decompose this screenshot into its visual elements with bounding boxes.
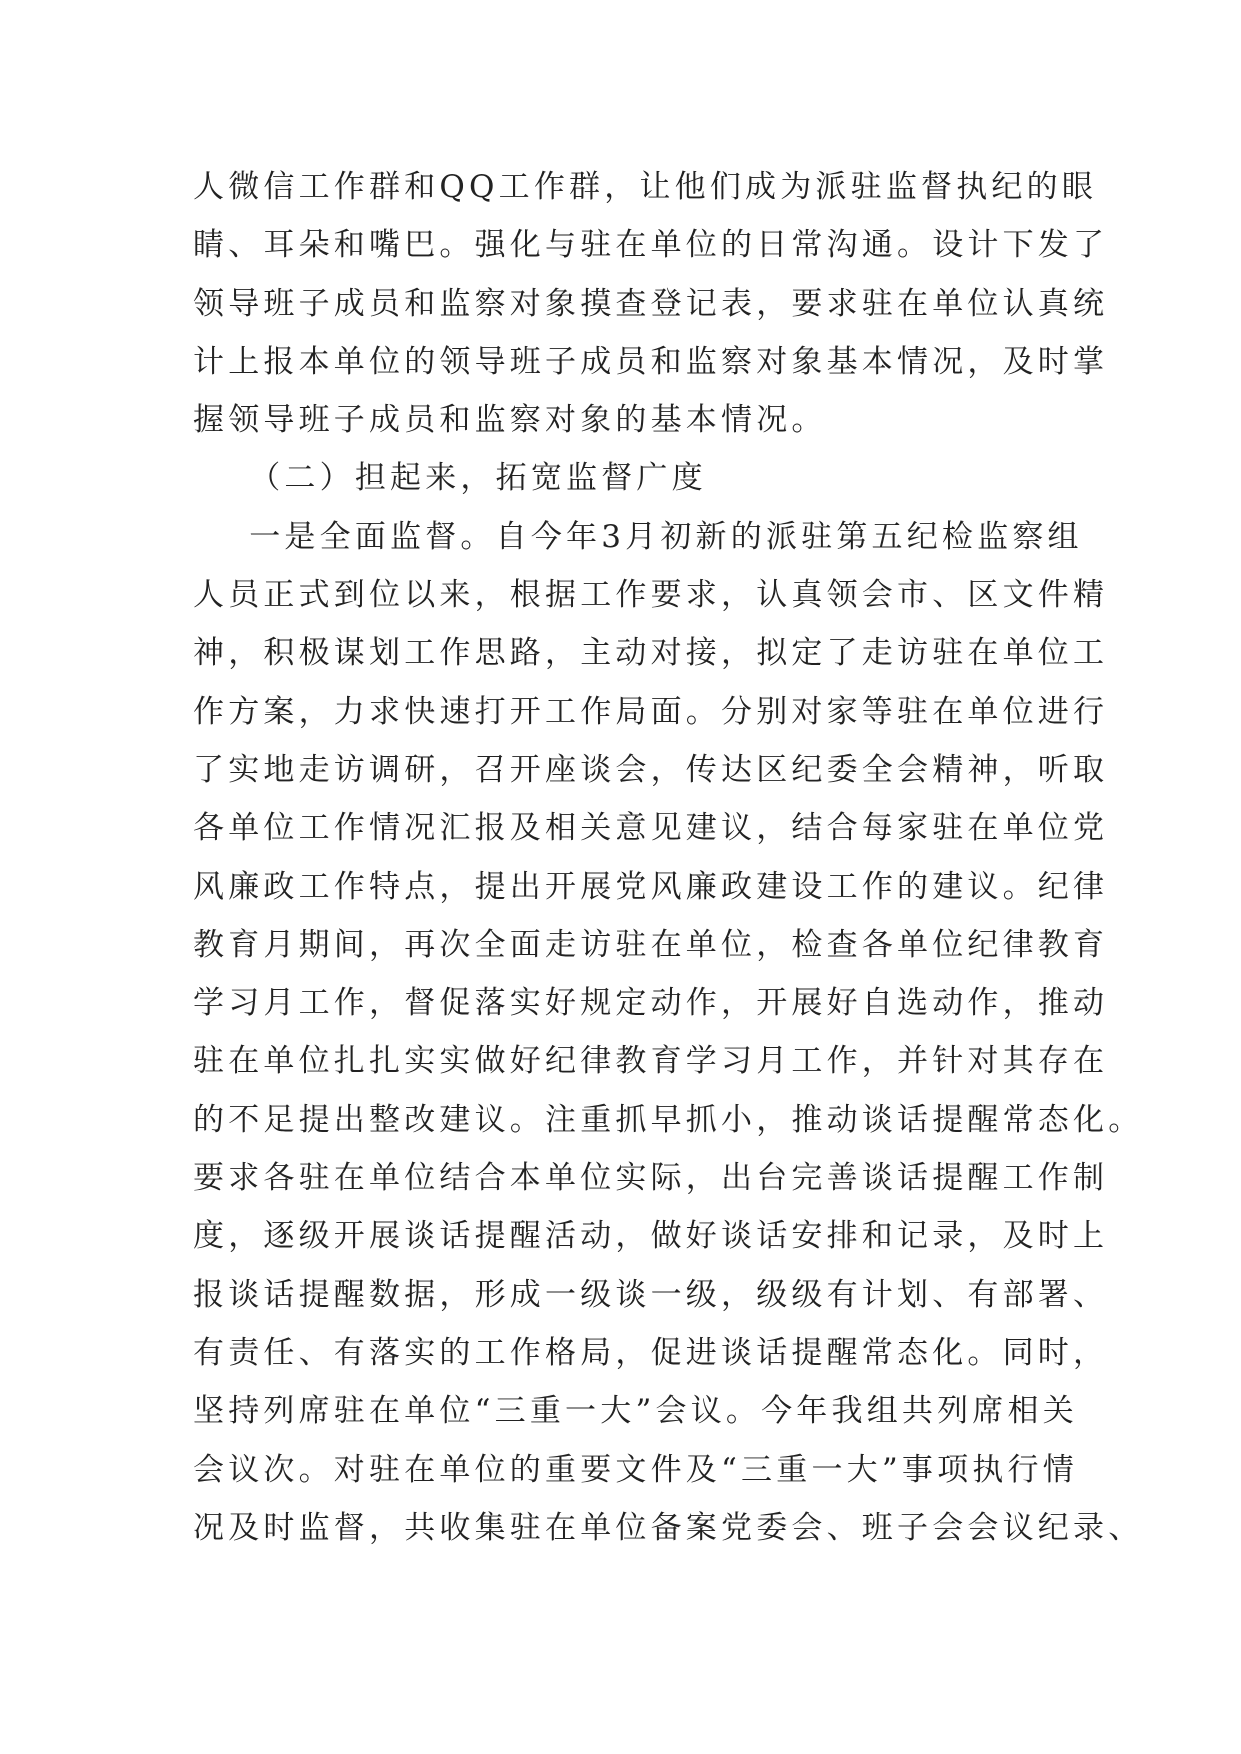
body-line: 教育月期间，再次全面走访驻在单位，检查各单位纪律教育 (193, 926, 1109, 963)
body-line: 报谈话提醒数据，形成一级谈一级，级级有计划、有部署、 (193, 1276, 1109, 1313)
body-line: 睛、耳朵和嘴巴。强化与驻在单位的日常沟通。设计下发了 (193, 227, 1109, 264)
paragraph-first-line: 一是全面监督。自今年3月初新的派驻第五纪检监察组 (193, 518, 1083, 555)
body-line: 会议次。对驻在单位的重要文件及“三重一大”事项执行情 (193, 1451, 1078, 1488)
body-line: 神，积极谋划工作思路，主动对接，拟定了走访驻在单位工 (193, 635, 1109, 672)
body-line: 人微信工作群和QQ工作群，让他们成为派驻监督执纪的眼 (193, 169, 1098, 205)
body-line: 学习月工作，督促落实好规定动作，开展好自选动作，推动 (193, 985, 1109, 1022)
section-heading: （二）担起来，拓宽监督广度 (193, 460, 707, 497)
document-body (193, 158, 1144, 1557)
body-line: 握领导班子成员和监察对象的基本情况。 (193, 402, 827, 439)
body-line: 要求各驻在单位结合本单位实际，出台完善谈话提醒工作制 (193, 1160, 1109, 1197)
body-line: 计上报本单位的领导班子成员和监察对象基本情况，及时掌 (193, 343, 1109, 380)
body-line: 风廉政工作特点，提出开展党风廉政建设工作的建议。纪律 (193, 868, 1109, 905)
body-line: 有责任、有落实的工作格局，促进谈话提醒常态化。同时， (193, 1334, 1109, 1371)
body-line: 坚持列席驻在单位“三重一大”会议。今年我组共列席相关 (193, 1393, 1078, 1430)
body-line: 各单位工作情况汇报及相关意见建议，结合每家驻在单位党 (193, 810, 1109, 847)
body-line: 况及时监督，共收集驻在单位备案党委会、班子会会议纪录、 (193, 1509, 1144, 1546)
body-line: 了实地走访调研，召开座谈会，传达区纪委全会精神，听取 (193, 751, 1109, 788)
body-line: 驻在单位扎扎实实做好纪律教育学习月工作，并针对其存在 (193, 1043, 1109, 1080)
body-line: 作方案，力求快速打开工作局面。分别对家等驻在单位进行 (193, 693, 1109, 730)
body-line: 领导班子成员和监察对象摸查登记表，要求驻在单位认真统 (193, 285, 1109, 322)
body-line: 人员正式到位以来，根据工作要求，认真领会市、区文件精 (193, 577, 1109, 614)
body-line: 度，逐级开展谈话提醒活动，做好谈话安排和记录，及时上 (193, 1218, 1109, 1255)
body-line: 的不足提出整改建议。注重抓早抓小，推动谈话提醒常态化。 (193, 1101, 1144, 1138)
